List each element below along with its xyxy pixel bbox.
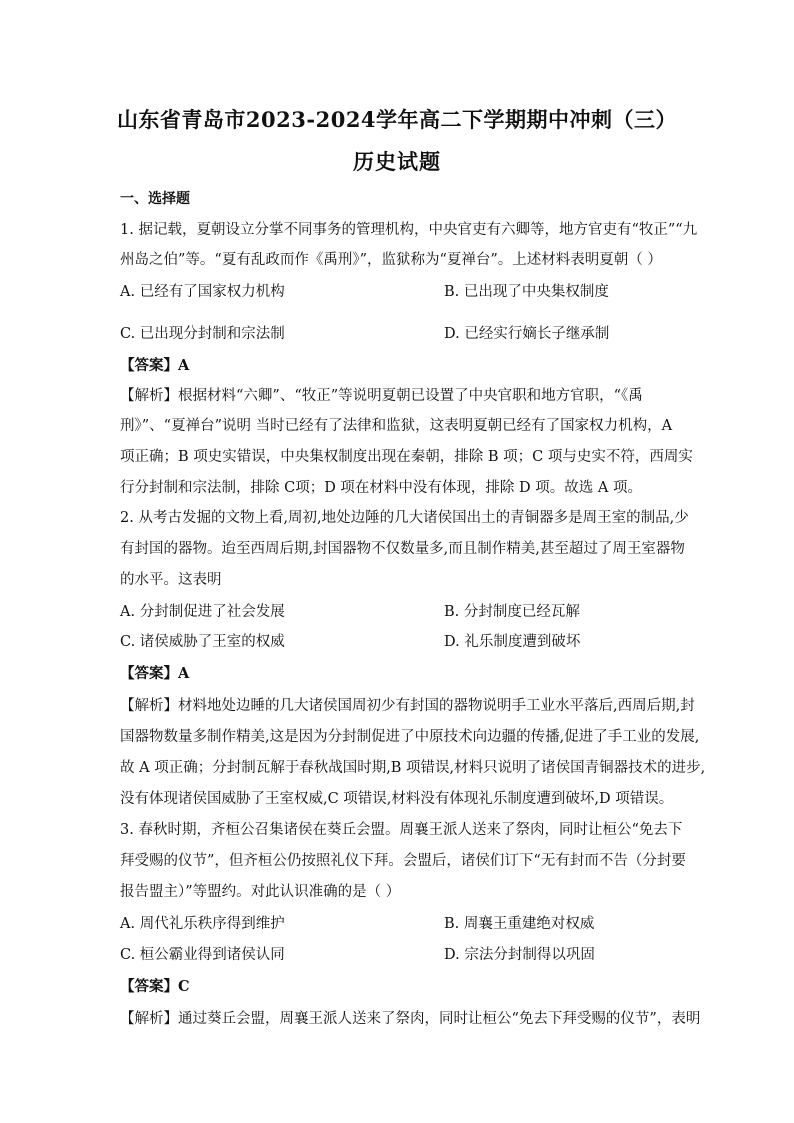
q1-answer: 【答案】A — [120, 357, 190, 374]
q2-analysis-line: 国器物数量多制作精美,这是因为分封制促进了中原技术向边疆的传播,促进了手工业的发展, — [120, 729, 700, 745]
q1-analysis-line: 行分封制和宗法制，排除 C项；D 项在材料中没有体现，排除 D 项。故选 A 项。 — [120, 480, 642, 496]
page-subtitle: 历史试题 — [353, 149, 441, 174]
q3-option-a: A. 周代礼乐秩序得到维护 — [120, 916, 285, 932]
q2-option-a: A. 分封制促进了社会发展 — [120, 604, 285, 620]
q3-option-c: C. 桓公霸业得到诸侯认同 — [120, 947, 285, 963]
q1-option-b: B. 已出现了中央集权制度 — [444, 284, 609, 300]
q2-stem-line: 的水平。这表明 — [120, 572, 222, 588]
q1-option-a: A. 已经有了国家权力机构 — [120, 284, 285, 300]
q3-option-d: D. 宗法分封制得以巩固 — [444, 947, 595, 963]
q1-analysis-line: 项正确；B 项史实错误，中央集权制度出现在秦朝，排除 B 项；C 项与史实不符，西周实 — [120, 449, 693, 465]
q1-option-d: D. 已经实行嫡长子继承制 — [444, 326, 610, 342]
q2-answer: 【答案】A — [120, 665, 190, 682]
q1-analysis-line: 【解析】根据材料“六卿”、“牧正”等说明夏朝已设置了中央官职和地方官职，“《禹 — [120, 388, 643, 404]
q2-analysis-line: 【解析】材料地处边睡的几大诸侯国周初少有封国的器物说明手工业水平落后,西周后期,封 — [120, 698, 695, 714]
q1-stem-line: 州岛之伯”等。“夏有乱政而作《禹刑》”，监狱称为“夏禅台”。上述材料表明夏朝（ ） — [120, 252, 662, 268]
q1-option-c: C. 已出现分封制和宗法制 — [120, 326, 285, 342]
q2-option-b: B. 分封制度已经瓦解 — [444, 604, 580, 620]
q2-analysis-line: 没有体现诸侯国威胁了王室权威,C 项错误,材料没有体现礼乐制度遭到破坏,D 项错误。 — [120, 791, 674, 807]
q2-option-d: D. 礼乐制度遭到破坏 — [444, 634, 581, 650]
q2-stem-line: 有封国的器物。迨至西周后期,封国器物不仅数量多,而且制作精美,甚至超过了周王室器物 — [120, 541, 685, 557]
q3-stem-line: 3. 春秋时期，齐桓公召集诸侯在葵丘会盟。周襄王派人送来了祭肉，同时让桓公“免去下 — [120, 822, 683, 838]
q3-stem-line: 拜受赐的仪节”，但齐桓公仍按照礼仪下拜。会盟后，诸侯们订下“无有封而不告（分封要 — [120, 853, 686, 869]
q2-stem-line: 2. 从考古发掘的文物上看,周初,地处边陲的几大诸侯国出土的青铜器多是周王室的制品,少 — [120, 510, 689, 526]
q3-answer: 【答案】C — [120, 978, 190, 995]
page-title: 山东省青岛市2023-2024学年高二下学期期中冲刺（三） — [116, 107, 678, 132]
q2-option-c: C. 诸侯威胁了王室的权威 — [120, 634, 285, 650]
section-heading: 一、选择题 — [120, 191, 190, 207]
q1-analysis-line: 刑》”、“夏禅台”说明 当时已经有了法律和监狱，这表明夏朝已经有了国家权力机构，A — [120, 418, 673, 434]
q3-analysis-line: 【解析】通过葵丘会盟，周襄王派人送来了祭肉，同时让桓公“免去下拜受赐的仪节”，表明 — [120, 1011, 701, 1027]
q1-stem-line: 1. 据记载，夏朝设立分掌不同事务的管理机构，中央官吏有六卿等，地方官吏有“牧正”“九 — [120, 222, 698, 238]
q3-stem-line: 报告盟主）”等盟约。对此认识准确的是（ ） — [120, 884, 401, 900]
q2-analysis-line: 故 A 项正确；分封制瓦解于春秋战国时期,B 项错误,材料只说明了诸侯国青铜器技术的进步, — [120, 760, 706, 776]
q3-option-b: B. 周襄王重建绝对权威 — [444, 916, 595, 932]
